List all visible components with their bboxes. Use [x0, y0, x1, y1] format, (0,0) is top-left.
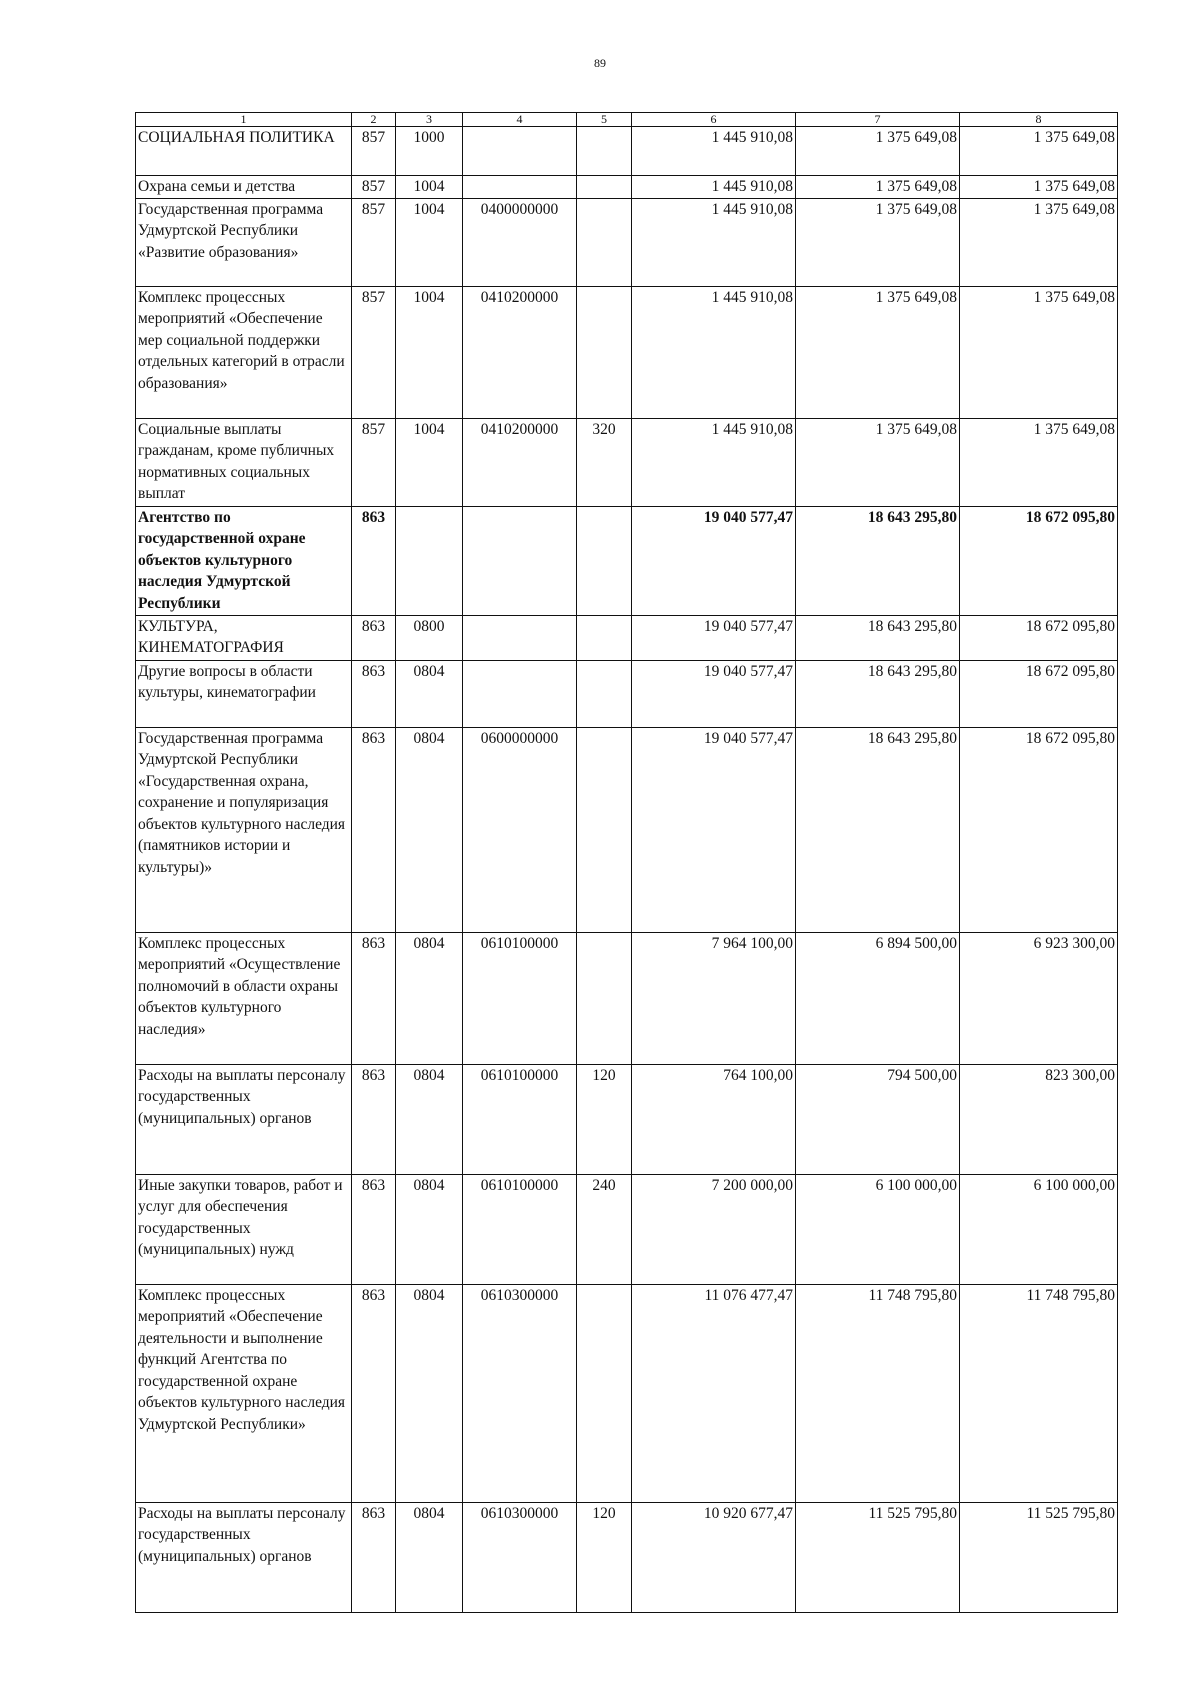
amount-year3-cell: 823 300,00: [960, 1064, 1118, 1174]
row-name-cell: Иные закупки товаров, работ и услуг для обеспечения государственных (муниципальных) нужд: [136, 1174, 352, 1284]
column-header: 7: [796, 113, 960, 127]
row-name-cell: Комплекс процессных мероприятий «Обеспечение деятельности и выполнение функций Агентства по государственной охране объектов культурного наследия Удмуртской Республики»: [136, 1284, 352, 1502]
expense-type-cell: [577, 286, 632, 418]
column-header: 4: [463, 113, 577, 127]
expense-type-cell: [577, 615, 632, 660]
row-name-cell: Другие вопросы в области культуры, кинематографии: [136, 660, 352, 727]
section-code-cell: 1004: [396, 286, 463, 418]
table-body: [136, 127, 1118, 1613]
target-article-cell: 0610100000: [463, 1064, 577, 1174]
amount-year1-cell: 7 964 100,00: [632, 932, 796, 1064]
row-name-cell: Комплекс процессных мероприятий «Осуществление полномочий в области охраны объектов культурного наследия»: [136, 932, 352, 1064]
amount-year1-cell: 19 040 577,47: [632, 727, 796, 932]
amount-year3-cell: 1 375 649,08: [960, 418, 1118, 506]
ministry-code-cell: 863: [352, 506, 396, 615]
amount-year2-cell: 18 643 295,80: [796, 660, 960, 727]
section-code-cell: 1004: [396, 418, 463, 506]
amount-year1-cell: 19 040 577,47: [632, 660, 796, 727]
amount-year2-cell: 11 525 795,80: [796, 1502, 960, 1612]
amount-year1-cell: 764 100,00: [632, 1064, 796, 1174]
row-name-cell: Государственная программа Удмуртской Республики «Развитие образования»: [136, 198, 352, 286]
target-article-cell: 0610100000: [463, 932, 577, 1064]
amount-year3-cell: 1 375 649,08: [960, 176, 1118, 199]
amount-year1-cell: 19 040 577,47: [632, 506, 796, 615]
amount-year1-cell: 1 445 910,08: [632, 286, 796, 418]
amount-year3-cell: 18 672 095,80: [960, 660, 1118, 727]
target-article-cell: 0610300000: [463, 1284, 577, 1502]
section-code-cell: 0804: [396, 727, 463, 932]
section-code-cell: 1004: [396, 198, 463, 286]
amount-year1-cell: 1 445 910,08: [632, 418, 796, 506]
amount-year3-cell: 6 923 300,00: [960, 932, 1118, 1064]
section-code-cell: 0804: [396, 932, 463, 1064]
amount-year3-cell: 6 100 000,00: [960, 1174, 1118, 1284]
expense-type-cell: 320: [577, 418, 632, 506]
amount-year3-cell: 1 375 649,08: [960, 127, 1118, 176]
ministry-code-cell: 857: [352, 127, 396, 176]
table-row: [136, 198, 1118, 286]
amount-year3-cell: 18 672 095,80: [960, 506, 1118, 615]
expense-type-cell: [577, 506, 632, 615]
table-row: [136, 506, 1118, 615]
section-code-cell: 0800: [396, 615, 463, 660]
ministry-code-cell: 863: [352, 1174, 396, 1284]
column-header: 8: [960, 113, 1118, 127]
amount-year1-cell: 11 076 477,47: [632, 1284, 796, 1502]
section-code-cell: 1000: [396, 127, 463, 176]
amount-year2-cell: 1 375 649,08: [796, 418, 960, 506]
row-name-cell: Социальные выплаты гражданам, кроме публичных нормативных социальных выплат: [136, 418, 352, 506]
expense-type-cell: [577, 1284, 632, 1502]
amount-year1-cell: 1 445 910,08: [632, 127, 796, 176]
target-article-cell: [463, 176, 577, 199]
section-code-cell: 0804: [396, 660, 463, 727]
amount-year2-cell: 1 375 649,08: [796, 198, 960, 286]
row-name-cell: КУЛЬТУРА, КИНЕМАТОГРАФИЯ: [136, 615, 352, 660]
row-name-cell: СОЦИАЛЬНАЯ ПОЛИТИКА: [136, 127, 352, 176]
section-code-cell: 1004: [396, 176, 463, 199]
table-row: [136, 1502, 1118, 1612]
table-row: [136, 660, 1118, 727]
row-name-cell: Расходы на выплаты персоналу государственных (муниципальных) органов: [136, 1502, 352, 1612]
target-article-cell: [463, 660, 577, 727]
table-row: [136, 127, 1118, 176]
expense-type-cell: [577, 727, 632, 932]
target-article-cell: 0410200000: [463, 286, 577, 418]
expense-type-cell: [577, 660, 632, 727]
column-header: 3: [396, 113, 463, 127]
amount-year1-cell: 10 920 677,47: [632, 1502, 796, 1612]
row-name-cell: Агентство по государственной охране объектов культурного наследия Удмуртской Республики: [136, 506, 352, 615]
column-header: 5: [577, 113, 632, 127]
amount-year3-cell: 11 525 795,80: [960, 1502, 1118, 1612]
section-code-cell: 0804: [396, 1174, 463, 1284]
target-article-cell: 0400000000: [463, 198, 577, 286]
column-header: 2: [352, 113, 396, 127]
ministry-code-cell: 863: [352, 1502, 396, 1612]
amount-year3-cell: 1 375 649,08: [960, 198, 1118, 286]
page-number: 89: [594, 56, 606, 70]
amount-year2-cell: 1 375 649,08: [796, 176, 960, 199]
table-row: [136, 932, 1118, 1064]
expense-type-cell: [577, 932, 632, 1064]
ministry-code-cell: 863: [352, 932, 396, 1064]
ministry-code-cell: 857: [352, 198, 396, 286]
row-name-cell: Комплекс процессных мероприятий «Обеспечение мер социальной поддержки отдельных категорий в отрасли образования»: [136, 286, 352, 418]
target-article-cell: [463, 615, 577, 660]
target-article-cell: [463, 506, 577, 615]
target-article-cell: 0410200000: [463, 418, 577, 506]
target-article-cell: 0610100000: [463, 1174, 577, 1284]
row-name-cell: Охрана семьи и детства: [136, 176, 352, 199]
amount-year3-cell: 11 748 795,80: [960, 1284, 1118, 1502]
expense-type-cell: [577, 198, 632, 286]
amount-year1-cell: 1 445 910,08: [632, 176, 796, 199]
target-article-cell: 0610300000: [463, 1502, 577, 1612]
amount-year3-cell: 1 375 649,08: [960, 286, 1118, 418]
ministry-code-cell: 857: [352, 418, 396, 506]
ministry-code-cell: 863: [352, 660, 396, 727]
amount-year1-cell: 1 445 910,08: [632, 198, 796, 286]
amount-year2-cell: 11 748 795,80: [796, 1284, 960, 1502]
amount-year2-cell: 6 894 500,00: [796, 932, 960, 1064]
ministry-code-cell: 863: [352, 615, 396, 660]
section-code-cell: 0804: [396, 1502, 463, 1612]
table-row: [136, 1174, 1118, 1284]
ministry-code-cell: 863: [352, 1064, 396, 1174]
amount-year2-cell: 18 643 295,80: [796, 615, 960, 660]
expense-type-cell: 120: [577, 1502, 632, 1612]
amount-year2-cell: 794 500,00: [796, 1064, 960, 1174]
ministry-code-cell: 857: [352, 176, 396, 199]
amount-year3-cell: 18 672 095,80: [960, 615, 1118, 660]
amount-year1-cell: 19 040 577,47: [632, 615, 796, 660]
budget-table: [135, 112, 1118, 1613]
amount-year2-cell: 18 643 295,80: [796, 727, 960, 932]
amount-year2-cell: 6 100 000,00: [796, 1174, 960, 1284]
amount-year3-cell: 18 672 095,80: [960, 727, 1118, 932]
table-row: [136, 1064, 1118, 1174]
table-row: [136, 727, 1118, 932]
table-row: [136, 286, 1118, 418]
ministry-code-cell: 857: [352, 286, 396, 418]
section-code-cell: 0804: [396, 1284, 463, 1502]
amount-year2-cell: 1 375 649,08: [796, 286, 960, 418]
column-number-header: [136, 113, 1118, 127]
expense-type-cell: 240: [577, 1174, 632, 1284]
table-row: [136, 615, 1118, 660]
amount-year1-cell: 7 200 000,00: [632, 1174, 796, 1284]
amount-year2-cell: 18 643 295,80: [796, 506, 960, 615]
table-row: [136, 176, 1118, 199]
expense-type-cell: [577, 176, 632, 199]
column-header: 1: [136, 113, 352, 127]
table-row: [136, 418, 1118, 506]
target-article-cell: 0600000000: [463, 727, 577, 932]
target-article-cell: [463, 127, 577, 176]
amount-year2-cell: 1 375 649,08: [796, 127, 960, 176]
column-header: 6: [632, 113, 796, 127]
row-name-cell: Государственная программа Удмуртской Республики «Государственная охрана, сохранение и популяризация объектов культурного наследия (памятников истории и культуры)»: [136, 727, 352, 932]
ministry-code-cell: 863: [352, 727, 396, 932]
ministry-code-cell: 863: [352, 1284, 396, 1502]
row-name-cell: Расходы на выплаты персоналу государственных (муниципальных) органов: [136, 1064, 352, 1174]
expense-type-cell: [577, 127, 632, 176]
section-code-cell: 0804: [396, 1064, 463, 1174]
expense-type-cell: 120: [577, 1064, 632, 1174]
table-row: [136, 1284, 1118, 1502]
section-code-cell: [396, 506, 463, 615]
